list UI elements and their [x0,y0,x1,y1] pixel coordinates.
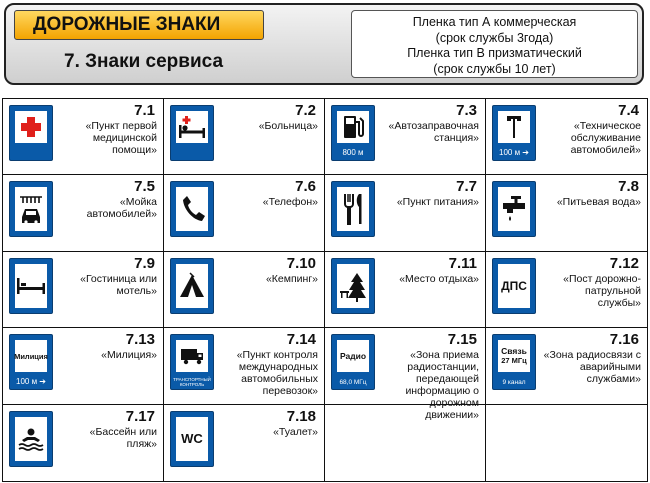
car-wash-icon [9,181,53,237]
header-panel [4,3,644,85]
sign-card [164,175,325,251]
sign-description: «Зона радиосвязи с аварийными службами» [543,349,641,386]
page-title: ДОРОЖНЫЕ ЗНАКИ [14,10,264,40]
sign-number: 7.16 [609,331,639,349]
sign-description: «Пункт контроля международных автомобильных перевозок» [236,349,318,398]
sign-number: 7.12 [609,254,639,272]
tree-bench-icon [331,258,375,314]
bed-icon [9,258,53,314]
empty-cell [486,405,647,481]
sign-text: Радио [339,351,367,362]
sign-card [164,252,325,328]
sign-description: «Пункт первой медицинской помощи» [85,120,157,156]
sign-description: «Автозаправочная станция» [388,120,479,144]
sign-card [325,328,486,422]
film-info-box [351,10,638,78]
distance-plate: 800 м [342,148,364,157]
fork-knife-icon [331,181,375,237]
sign-card [164,405,325,481]
first-aid-cross-icon [9,105,53,161]
sign-number: 7.9 [134,254,155,272]
sign-card [325,252,486,328]
sign-description: «Бассейн или пляж» [89,425,157,450]
sign-text: ДПС [501,278,527,293]
film-a-life: (срок службы 3года) [435,30,554,45]
distance-plate: 100 м ➔ [16,377,46,387]
sign-card [3,175,164,251]
film-b-life: (срок службы 10 лет) [433,61,556,76]
sign-description: «Милиция» [101,349,157,362]
wc-icon [170,411,214,467]
truck-icon [170,334,214,390]
sign-text: Связь [501,346,527,357]
sign-text: Милиция [14,351,48,361]
sign-card [325,99,486,175]
sign-text: WC [181,431,203,447]
radio-icon [331,334,375,390]
sign-description: «Телефон» [262,196,318,209]
sign-number: 7.4 [618,102,639,119]
sign-number: 7.13 [125,331,155,349]
sign-card [486,99,647,175]
sign-number: 7.1 [134,102,155,119]
sign-description: «Пост дорожно-патрульной службы» [563,272,641,309]
sign-frequency: 27 МГц [501,356,527,366]
sign-number: 7.2 [295,102,316,119]
wrench-icon [492,105,536,161]
sign-description: «Питьевая вода» [556,196,641,209]
water-tap-icon [492,181,536,237]
film-a-label: Пленка тип А коммерческая [412,15,577,29]
empty-cell [325,405,486,481]
sign-card [3,99,164,175]
sign-description: «Место отдыха» [399,272,479,285]
sign-number: 7.5 [134,178,155,196]
sign-number: 7.15 [447,331,477,349]
sign-number: 7.11 [448,254,477,272]
sign-card [325,175,486,251]
sign-description: «Туалет» [273,425,318,438]
sign-description: «Зона приема радиостанции, передающей информацию о дорожном движении» [405,349,479,422]
sign-description: «Кемпинг» [265,272,318,285]
sign-number: 7.8 [618,178,639,196]
sign-card [486,252,647,328]
distance-plate: 68,0 МГц [339,379,367,387]
sign-card [486,175,647,251]
sign-number: 7.6 [295,178,316,196]
film-b-label: Пленка тип В призматический [407,46,582,60]
sign-card [3,328,164,404]
sign-description: «Техническое обслуживание автомобилей» [570,120,641,156]
hospital-bed-icon [170,105,214,161]
sign-description: «Пункт питания» [396,196,479,209]
radio-link-icon [492,334,536,390]
distance-plate: 9 канал [502,379,526,387]
tent-icon [170,258,214,314]
sign-number: 7.3 [456,102,477,119]
sign-number: 7.7 [456,178,477,196]
section-subtitle: 7. Знаки сервиса [64,51,224,72]
sign-number: 7.17 [125,407,155,425]
sign-description: «Больница» [258,120,318,132]
sign-card [3,252,164,328]
telephone-icon [170,181,214,237]
police-icon [9,334,53,390]
distance-plate: 100 м ➔ [499,148,529,157]
sign-number: 7.14 [286,331,316,349]
fuel-pump-icon [331,105,375,161]
sign-description: «Мойка автомобилей» [86,196,157,221]
swimmer-icon [9,411,53,467]
sign-number: 7.10 [286,254,316,272]
dps-icon [492,258,536,314]
sign-card [3,405,164,481]
sign-card [164,99,325,175]
signs-grid [2,98,648,482]
sign-card [486,328,647,404]
distance-plate: ТРАНСПОРТНЫЙ КОНТРОЛЬ [173,377,211,388]
sign-card [164,328,325,404]
sign-number: 7.18 [286,407,316,425]
sign-description: «Гостиница или мотель» [80,272,157,297]
